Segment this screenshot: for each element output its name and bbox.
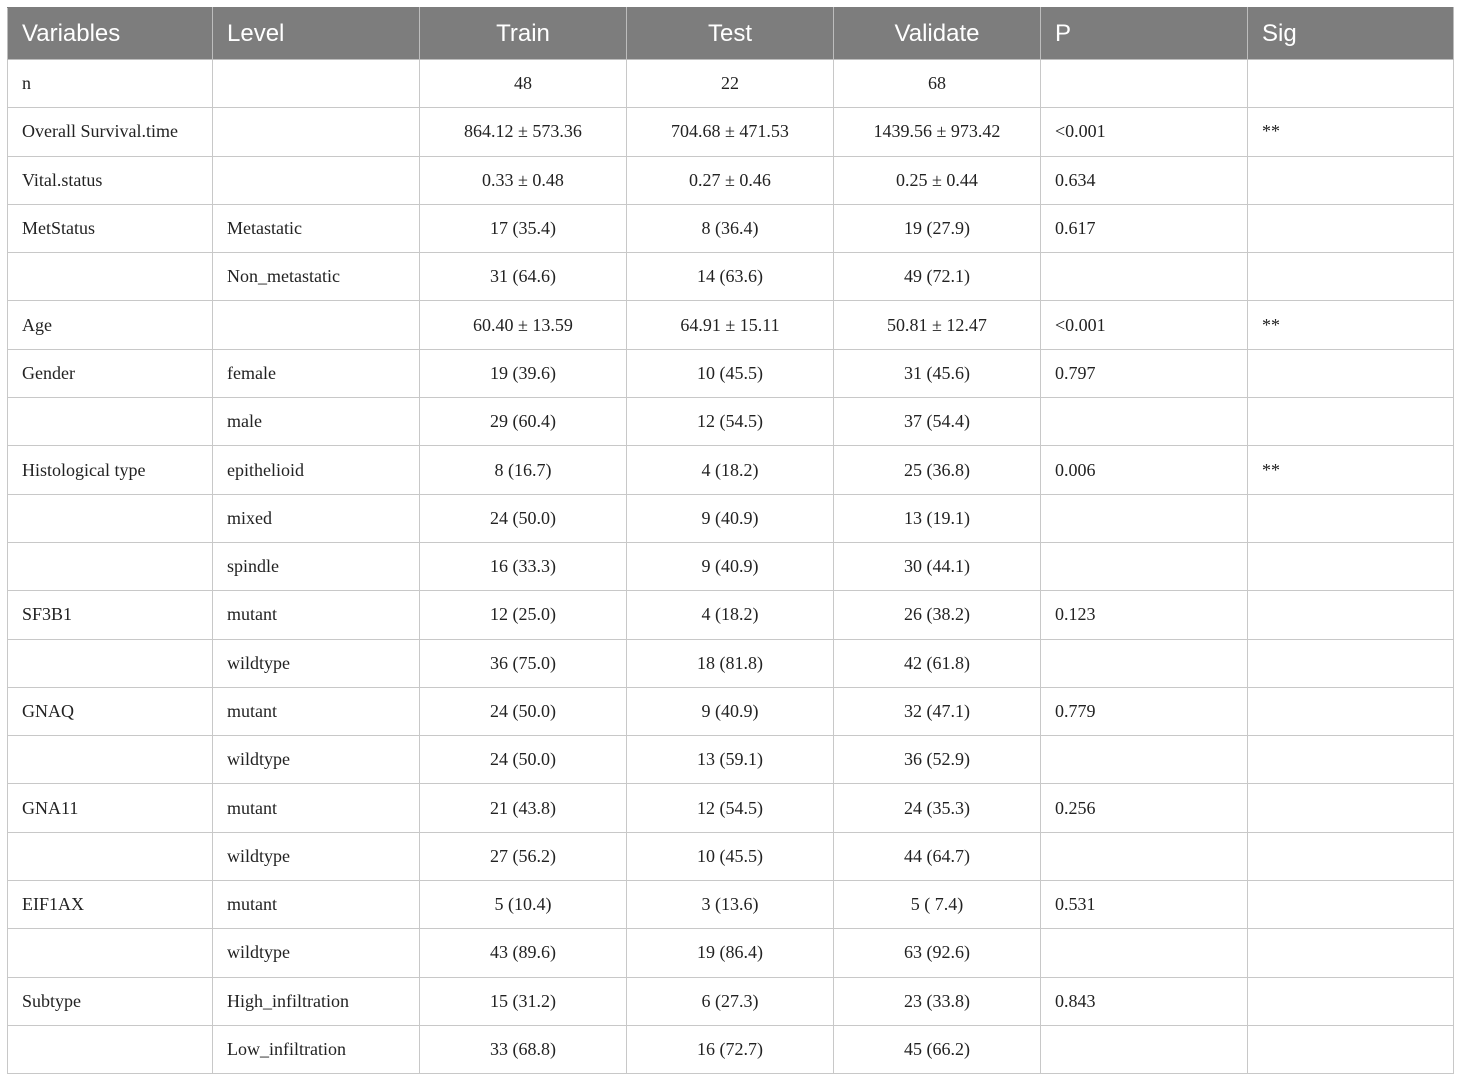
cell-train: 36 (75.0) [420, 639, 627, 687]
cell-p: 0.617 [1041, 204, 1248, 252]
cell-p: 0.779 [1041, 687, 1248, 735]
table-row [8, 977, 1454, 1025]
cell-validate: 25 (36.8) [834, 446, 1041, 494]
cell-p [1041, 398, 1248, 446]
cell-test: 3 (13.6) [627, 881, 834, 929]
cell-validate: 36 (52.9) [834, 736, 1041, 784]
cell-level: wildtype [213, 736, 420, 784]
table-row [8, 736, 1454, 784]
cell-train: 43 (89.6) [420, 929, 627, 977]
cell-level [213, 60, 420, 108]
cell-test: 704.68 ± 471.53 [627, 108, 834, 156]
cell-train: 15 (31.2) [420, 977, 627, 1025]
cell-validate: 31 (45.6) [834, 349, 1041, 397]
cell-sig [1248, 204, 1454, 252]
cell-validate: 13 (19.1) [834, 494, 1041, 542]
cell-p [1041, 1025, 1248, 1073]
cell-test: 9 (40.9) [627, 494, 834, 542]
cell-train: 29 (60.4) [420, 398, 627, 446]
table-row [8, 204, 1454, 252]
cell-validate: 32 (47.1) [834, 687, 1041, 735]
cell-sig [1248, 977, 1454, 1025]
cell-variable [8, 929, 213, 977]
cell-p: 0.256 [1041, 784, 1248, 832]
table-row [8, 494, 1454, 542]
table-body [8, 60, 1454, 1074]
table-row [8, 398, 1454, 446]
cell-level: epithelioid [213, 446, 420, 494]
cell-validate: 42 (61.8) [834, 639, 1041, 687]
header-variables: Variables [8, 8, 213, 60]
cell-variable: Subtype [8, 977, 213, 1025]
table-row [8, 349, 1454, 397]
cell-test: 4 (18.2) [627, 591, 834, 639]
table-row [8, 881, 1454, 929]
table-row [8, 301, 1454, 349]
cell-level: mutant [213, 687, 420, 735]
cell-sig [1248, 494, 1454, 542]
cell-level: spindle [213, 542, 420, 590]
header-sig: Sig [1248, 8, 1454, 60]
cell-test: 14 (63.6) [627, 253, 834, 301]
cell-sig [1248, 736, 1454, 784]
table-row [8, 929, 1454, 977]
cell-level: wildtype [213, 639, 420, 687]
cell-sig [1248, 349, 1454, 397]
cell-sig [1248, 881, 1454, 929]
cell-variable: MetStatus [8, 204, 213, 252]
table-header [8, 8, 1454, 60]
cell-level: wildtype [213, 929, 420, 977]
cell-validate: 26 (38.2) [834, 591, 1041, 639]
table-row [8, 108, 1454, 156]
cell-variable: Vital.status [8, 156, 213, 204]
cell-test: 4 (18.2) [627, 446, 834, 494]
cell-validate: 23 (33.8) [834, 977, 1041, 1025]
cell-variable [8, 639, 213, 687]
cell-level: male [213, 398, 420, 446]
cell-variable [8, 736, 213, 784]
table-row [8, 832, 1454, 880]
cell-train: 16 (33.3) [420, 542, 627, 590]
cell-validate: 50.81 ± 12.47 [834, 301, 1041, 349]
cell-level: Non_metastatic [213, 253, 420, 301]
cell-validate: 30 (44.1) [834, 542, 1041, 590]
cell-train: 864.12 ± 573.36 [420, 108, 627, 156]
cell-validate: 37 (54.4) [834, 398, 1041, 446]
header-train: Train [420, 8, 627, 60]
cell-level: mutant [213, 784, 420, 832]
cell-p [1041, 60, 1248, 108]
cell-train: 33 (68.8) [420, 1025, 627, 1073]
table-row [8, 1025, 1454, 1073]
cell-sig [1248, 156, 1454, 204]
cell-level: High_infiltration [213, 977, 420, 1025]
cell-p: <0.001 [1041, 301, 1248, 349]
cell-level: mutant [213, 881, 420, 929]
table-row [8, 542, 1454, 590]
cell-variable [8, 398, 213, 446]
cell-train: 12 (25.0) [420, 591, 627, 639]
cell-validate: 44 (64.7) [834, 832, 1041, 880]
cell-level: mixed [213, 494, 420, 542]
header-p: P [1041, 8, 1248, 60]
cell-p [1041, 542, 1248, 590]
cell-p: <0.001 [1041, 108, 1248, 156]
cell-train: 5 (10.4) [420, 881, 627, 929]
cell-level [213, 108, 420, 156]
cell-p [1041, 929, 1248, 977]
cell-p [1041, 494, 1248, 542]
cell-test: 19 (86.4) [627, 929, 834, 977]
data-table [7, 7, 1454, 1074]
cell-sig [1248, 1025, 1454, 1073]
cell-train: 48 [420, 60, 627, 108]
cell-test: 22 [627, 60, 834, 108]
cell-validate: 63 (92.6) [834, 929, 1041, 977]
cell-level: wildtype [213, 832, 420, 880]
cell-variable: EIF1AX [8, 881, 213, 929]
cell-train: 27 (56.2) [420, 832, 627, 880]
cell-variable [8, 494, 213, 542]
cell-sig: ** [1248, 108, 1454, 156]
cell-sig [1248, 60, 1454, 108]
cell-variable: Gender [8, 349, 213, 397]
cell-level [213, 301, 420, 349]
cell-test: 9 (40.9) [627, 542, 834, 590]
cell-test: 16 (72.7) [627, 1025, 834, 1073]
cell-validate: 49 (72.1) [834, 253, 1041, 301]
cell-sig: ** [1248, 446, 1454, 494]
table-row [8, 60, 1454, 108]
cell-test: 6 (27.3) [627, 977, 834, 1025]
cell-train: 24 (50.0) [420, 736, 627, 784]
cell-train: 31 (64.6) [420, 253, 627, 301]
cell-level: female [213, 349, 420, 397]
table-row [8, 784, 1454, 832]
cell-test: 12 (54.5) [627, 398, 834, 446]
cell-p: 0.797 [1041, 349, 1248, 397]
table-row [8, 156, 1454, 204]
cell-variable [8, 1025, 213, 1073]
header-validate: Validate [834, 8, 1041, 60]
cell-variable: Age [8, 301, 213, 349]
cell-validate: 45 (66.2) [834, 1025, 1041, 1073]
cell-sig [1248, 591, 1454, 639]
cell-train: 21 (43.8) [420, 784, 627, 832]
cell-train: 17 (35.4) [420, 204, 627, 252]
cell-variable: Histological type [8, 446, 213, 494]
cell-variable: Overall Survival.time [8, 108, 213, 156]
cell-test: 13 (59.1) [627, 736, 834, 784]
cell-p: 0.531 [1041, 881, 1248, 929]
table-row [8, 591, 1454, 639]
cell-train: 60.40 ± 13.59 [420, 301, 627, 349]
cell-level: Metastatic [213, 204, 420, 252]
cell-variable: n [8, 60, 213, 108]
table-row [8, 687, 1454, 735]
cell-test: 0.27 ± 0.46 [627, 156, 834, 204]
cell-variable [8, 253, 213, 301]
cell-variable [8, 832, 213, 880]
cell-sig [1248, 687, 1454, 735]
cell-variable: GNA11 [8, 784, 213, 832]
table-container [7, 7, 1453, 1074]
cell-validate: 19 (27.9) [834, 204, 1041, 252]
cell-validate: 68 [834, 60, 1041, 108]
cell-test: 8 (36.4) [627, 204, 834, 252]
table-row [8, 639, 1454, 687]
header-test: Test [627, 8, 834, 60]
cell-sig [1248, 832, 1454, 880]
cell-variable: SF3B1 [8, 591, 213, 639]
cell-sig: ** [1248, 301, 1454, 349]
cell-train: 19 (39.6) [420, 349, 627, 397]
cell-variable: GNAQ [8, 687, 213, 735]
cell-test: 10 (45.5) [627, 832, 834, 880]
cell-validate: 0.25 ± 0.44 [834, 156, 1041, 204]
header-row [8, 8, 1454, 60]
cell-train: 24 (50.0) [420, 687, 627, 735]
cell-p [1041, 253, 1248, 301]
cell-validate: 24 (35.3) [834, 784, 1041, 832]
cell-p [1041, 832, 1248, 880]
cell-sig [1248, 784, 1454, 832]
cell-p: 0.634 [1041, 156, 1248, 204]
cell-sig [1248, 542, 1454, 590]
cell-sig [1248, 398, 1454, 446]
cell-level: Low_infiltration [213, 1025, 420, 1073]
cell-validate: 5 ( 7.4) [834, 881, 1041, 929]
cell-sig [1248, 929, 1454, 977]
cell-variable [8, 542, 213, 590]
cell-p [1041, 736, 1248, 784]
cell-sig [1248, 639, 1454, 687]
cell-p: 0.843 [1041, 977, 1248, 1025]
cell-test: 10 (45.5) [627, 349, 834, 397]
cell-p [1041, 639, 1248, 687]
cell-level [213, 156, 420, 204]
cell-test: 18 (81.8) [627, 639, 834, 687]
cell-p: 0.123 [1041, 591, 1248, 639]
cell-train: 24 (50.0) [420, 494, 627, 542]
cell-train: 0.33 ± 0.48 [420, 156, 627, 204]
cell-test: 9 (40.9) [627, 687, 834, 735]
cell-p: 0.006 [1041, 446, 1248, 494]
header-level: Level [213, 8, 420, 60]
table-row [8, 446, 1454, 494]
table-row [8, 253, 1454, 301]
cell-level: mutant [213, 591, 420, 639]
cell-test: 64.91 ± 15.11 [627, 301, 834, 349]
cell-validate: 1439.56 ± 973.42 [834, 108, 1041, 156]
cell-test: 12 (54.5) [627, 784, 834, 832]
cell-train: 8 (16.7) [420, 446, 627, 494]
cell-sig [1248, 253, 1454, 301]
